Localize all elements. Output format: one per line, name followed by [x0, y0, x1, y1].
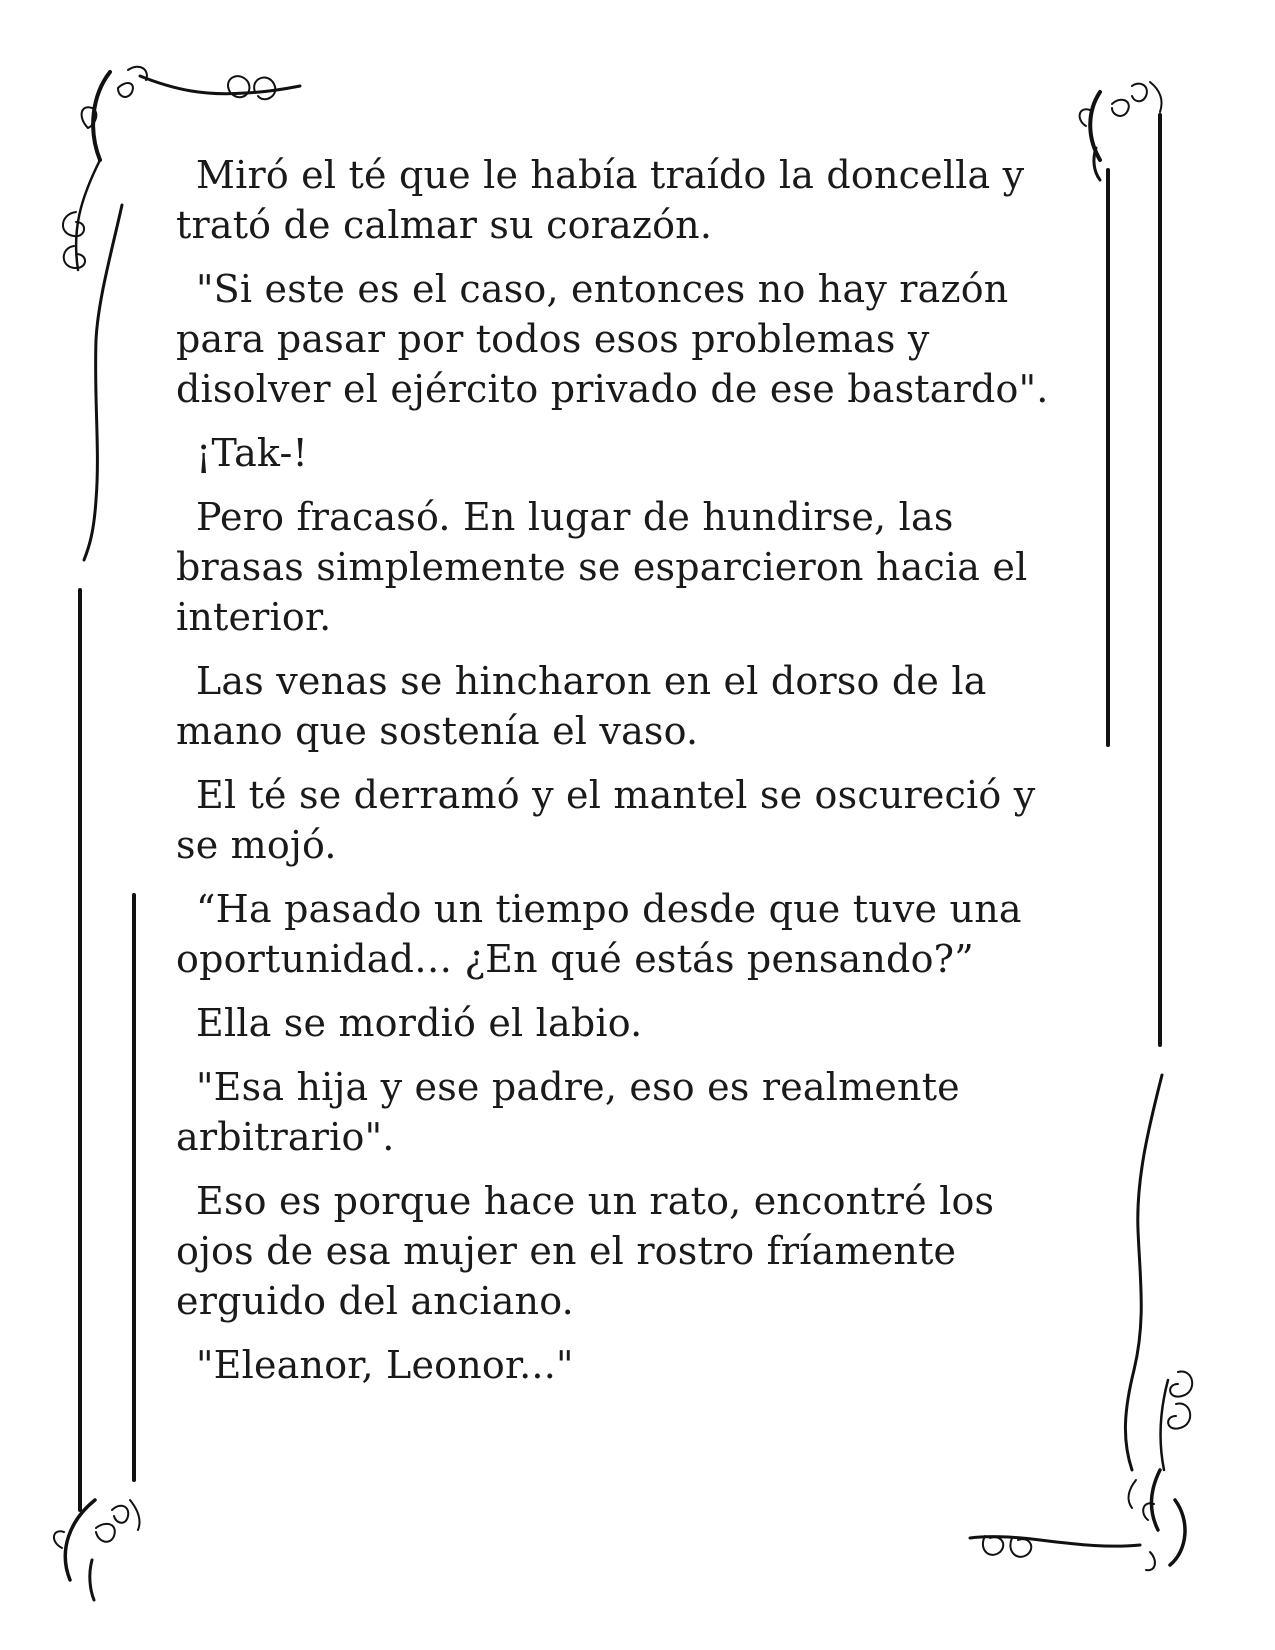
top-right-flourish	[1080, 82, 1162, 180]
paragraph: Eso es porque hace un rato, encontré los ojos de esa mujer en el rostro fríamente erguido del anciano.	[176, 1179, 995, 1323]
document-body	[176, 150, 1076, 1404]
paragraph: Miró el té que le había traído la doncella y trató de calmar su corazón.	[176, 153, 1025, 247]
paragraph: Pero fracasó. En lugar de hundirse, las brasas simplemente se esparcieron hacia el interior.	[176, 495, 1028, 639]
paragraph: “Ha pasado un tiempo desde que tuve una oportunidad… ¿En qué estás pensando?”	[176, 887, 1022, 981]
bottom-left-flourish	[54, 1500, 140, 1600]
paragraph: Ella se mordió el labio.	[196, 1001, 643, 1045]
paragraph: El té se derramó y el mantel se oscureció y se mojó.	[176, 773, 1036, 867]
paragraph: ¡Tak-!	[196, 431, 308, 475]
paragraph: Las venas se hincharon en el dorso de la mano que sostenía el vaso.	[176, 659, 987, 753]
paragraph: "Esa hija y ese padre, eso es realmente arbitrario".	[176, 1065, 960, 1159]
paragraph: "Eleanor, Leonor..."	[196, 1343, 574, 1387]
paragraph: "Si este es el caso, entonces no hay razón para pasar por todos esos problemas y disolver el ejército privado de ese bastardo".	[176, 267, 1049, 411]
